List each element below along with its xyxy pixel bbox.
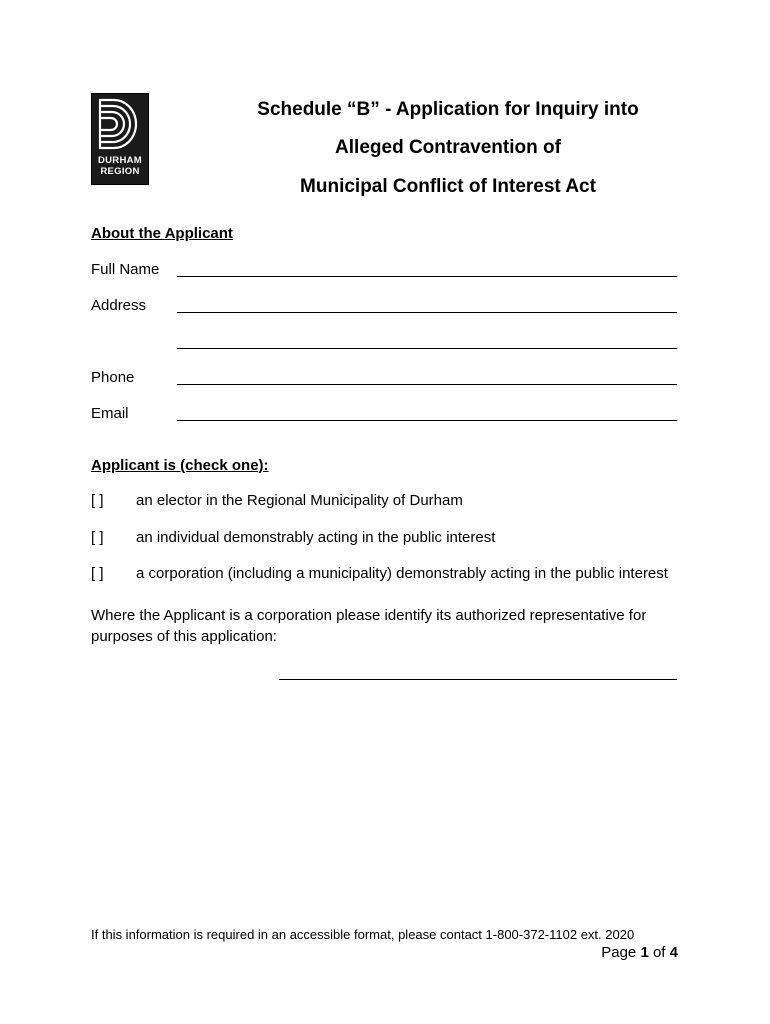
full-name-label: Full Name [91,261,160,278]
page-prefix: Page [601,944,637,961]
durham-region-logo [91,93,149,185]
corporation-representative-note: Where the Applicant is a corporation please identify its authorized representative for purposes of this application: [91,607,647,645]
page-number [601,944,678,961]
about-applicant-heading: About the Applicant [91,225,233,242]
phone-label: Phone [91,369,135,386]
address-field-line-2[interactable] [177,348,677,349]
full-name-field[interactable] [177,276,677,277]
email-label: Email [91,405,129,422]
option-individual-label: an individual demonstrably acting in the public interest [136,529,496,546]
page-total: 4 [669,944,678,961]
email-field[interactable] [177,420,677,421]
title-line-2: Alleged Contravention of [335,137,561,158]
title-line-3: Municipal Conflict of Interest Act [300,176,596,197]
logo-text-durham: DURHAM [97,155,143,166]
checkbox-elector[interactable]: [ ] [91,492,104,509]
phone-field[interactable] [177,384,677,385]
page-of: of [652,944,666,961]
checkbox-individual[interactable]: [ ] [91,529,104,546]
applicant-type-heading: Applicant is (check one): [91,457,269,474]
option-elector-label: an elector in the Regional Municipality of Durham [136,492,463,509]
title-line-1: Schedule “B” - Application for Inquiry into [257,99,639,120]
address-label: Address [91,297,147,314]
accessibility-note: If this information is required in an accessible format, please contact 1-800-372-1102 ext. 2020 [91,927,635,942]
address-field-line-1[interactable] [177,312,677,313]
page-current: 1 [640,944,649,961]
option-corporation-label: a corporation (including a municipality) demonstrably acting in the public interest [136,565,668,582]
authorized-representative-field[interactable] [279,679,677,680]
logo-text-region: REGION [100,166,140,177]
logo-d-arcs-icon [92,94,148,154]
checkbox-corporation[interactable]: [ ] [91,565,104,582]
